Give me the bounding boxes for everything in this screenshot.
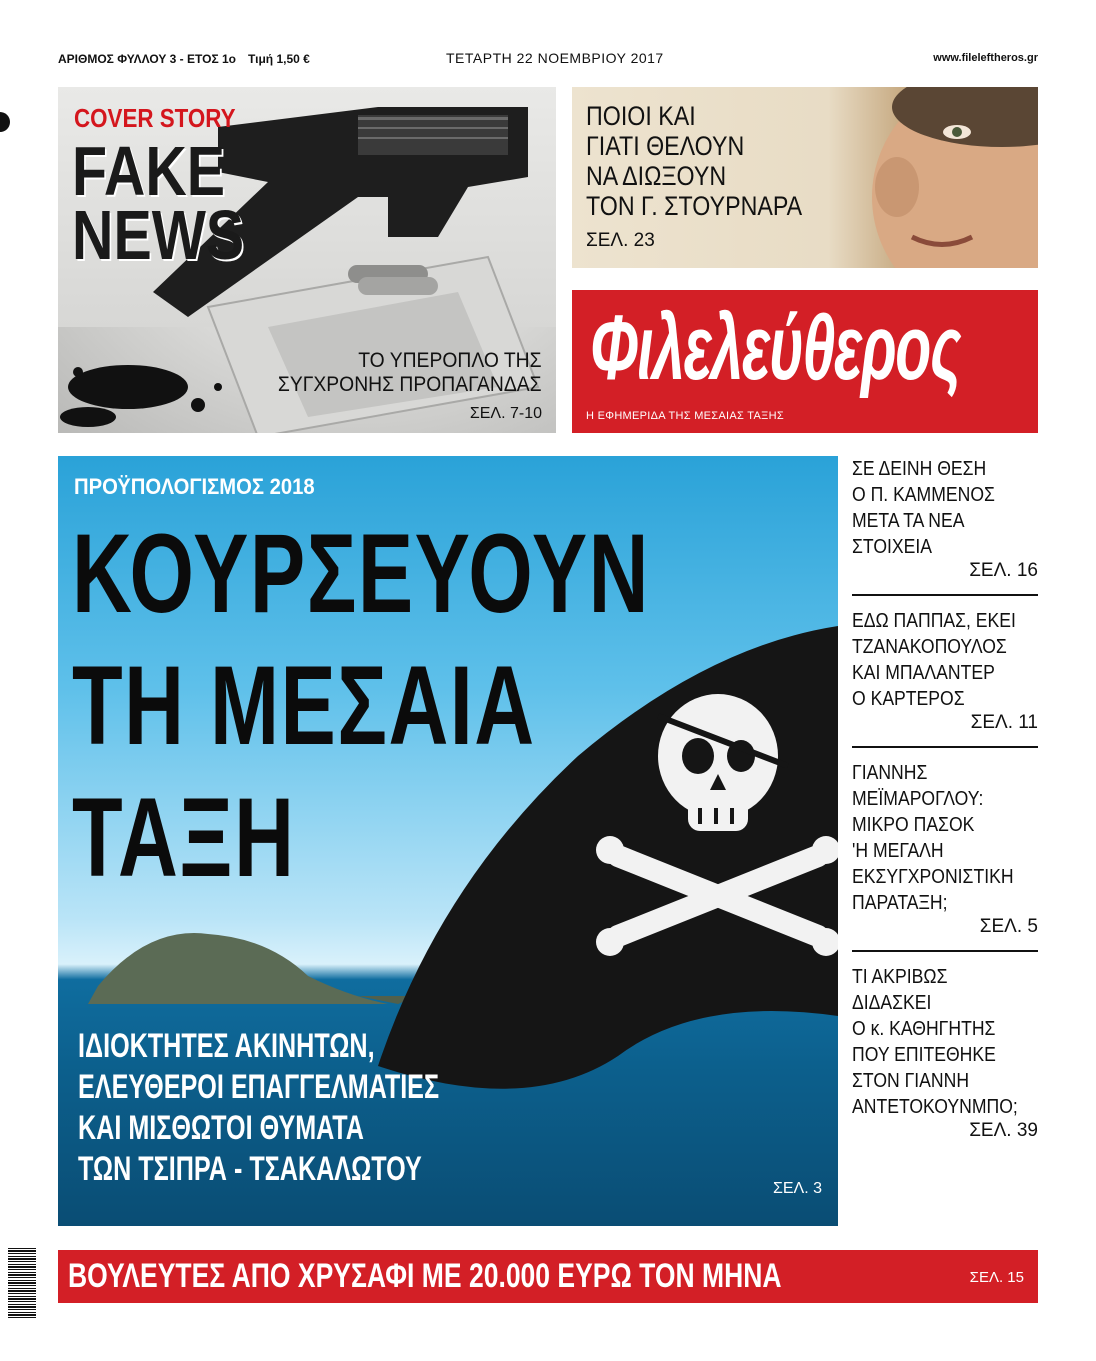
teaser-page: ΣΕΛ. 16 bbox=[969, 560, 1038, 581]
newspaper-logo: Φιλελεύθερος bbox=[590, 297, 961, 399]
main-story-page: ΣΕΛ. 3 bbox=[772, 1180, 822, 1197]
masthead-tagline: Η ΕΦΗΜΕΡΙΔΑ ΤΗΣ ΜΕΣΑΙΑΣ ΤΑΞΗΣ bbox=[586, 410, 784, 422]
sidebar-teaser[interactable] bbox=[852, 964, 1038, 1154]
sidebar-teaser[interactable] bbox=[852, 608, 1038, 748]
teaser-page: ΣΕΛ. 11 bbox=[970, 712, 1038, 733]
cover-title-line: NEWS bbox=[72, 196, 245, 274]
publication-date: ΤΕΤΑΡΤΗ 22 ΝΟΕΜΒΡΙΟΥ 2017 bbox=[446, 50, 664, 66]
cover-subtitle-line: ΤΟ ΥΠΕΡΟΠΛΟ ΤΗΣ bbox=[358, 349, 542, 372]
price: Τιμή 1,50 € bbox=[248, 52, 310, 66]
main-story-headline bbox=[72, 508, 650, 904]
teaser-text: ΣΕ ΔΕΙΝΗ ΘΕΣΗ Ο Π. ΚΑΜΜΕΝΟΣ ΜΕΤΑ ΤΑ ΝΕΑ ΣΤΟΙΧΕΙΑ bbox=[852, 458, 995, 558]
deck-line: ΚΑΙ ΜΙΣΘΩΤΟΙ ΘΥΜΑΤΑ bbox=[78, 1109, 364, 1147]
banner-page: ΣΕΛ. 15 bbox=[969, 1269, 1024, 1286]
sidebar-teaser[interactable] bbox=[852, 456, 1038, 596]
margin-dot bbox=[0, 112, 10, 132]
bottom-banner[interactable] bbox=[58, 1250, 1038, 1303]
headline-line: ΤΑΞΗ bbox=[72, 775, 296, 900]
headline-line: ΠΟΙΟΙ ΚΑΙ bbox=[586, 101, 696, 131]
teaser-page: ΣΕΛ. 5 bbox=[979, 916, 1038, 937]
cover-story-label: COVER STORY bbox=[74, 103, 236, 133]
deck-line: ΕΛΕΥΘΕΡΟΙ ΕΠΑΓΓΕΛΜΑΤΙΕΣ bbox=[78, 1068, 440, 1106]
stournaras-story-box[interactable] bbox=[572, 87, 1038, 268]
deck-line: ΙΔΙΟΚΤΗΤΕΣ ΑΚΙΝΗΤΩΝ, bbox=[78, 1027, 375, 1065]
headline-line: ΝΑ ΔΙΩΞΟΥΝ bbox=[586, 161, 727, 191]
sidebar-teasers bbox=[852, 456, 1038, 1166]
masthead bbox=[572, 290, 1038, 433]
banner-headline: ΒΟΥΛΕΥΤΕΣ ΑΠΟ ΧΡΥΣΑΦΙ ΜΕ 20.000 ΕΥΡΩ ΤΟΝ ΜΗΝΑ bbox=[68, 1257, 782, 1295]
cover-story-subtitle bbox=[278, 349, 542, 397]
cover-title-line: FAKE bbox=[72, 132, 226, 210]
cover-story-box[interactable] bbox=[58, 87, 556, 433]
teaser-page: ΣΕΛ. 39 bbox=[969, 1120, 1038, 1141]
main-story[interactable] bbox=[58, 456, 838, 1226]
cover-subtitle-line: ΣΥΓΧΡΟΝΗΣ ΠΡΟΠΑΓΑΝΔΑΣ bbox=[278, 373, 542, 396]
stournaras-headline bbox=[586, 101, 802, 221]
issue-number: ΑΡΙΘΜΟΣ ΦΥΛΛΟΥ 3 - ΕΤΟΣ 1ο bbox=[58, 52, 236, 66]
headline-line: ΓΙΑΤΙ ΘΕΛΟΥΝ bbox=[586, 131, 745, 161]
teaser-text: ΤΙ ΑΚΡΙΒΩΣ ΔΙΔΑΣΚΕΙ Ο κ. ΚΑΘΗΓΗΤΗΣ ΠΟΥ ΕΠΙΤΕΘΗΚΕ ΣΤΟΝ ΓΙΑΝΝΗ ΑΝΤΕΤΟΚΟΥΝΜΠΟ; bbox=[852, 966, 1018, 1118]
barcode bbox=[8, 1248, 36, 1318]
main-story-kicker: ΠΡΟΫΠΟΛΟΓΙΣΜΟΣ 2018 bbox=[74, 474, 315, 499]
headline-line: ΤΗ ΜΕΣΑΙΑ bbox=[72, 643, 536, 768]
teaser-text: ΓΙΑΝΝΗΣ ΜΕΪΜΑΡΟΓΛΟΥ: ΜΙΚΡΟ ΠΑΣΟΚ 'Η ΜΕΓΑΛΗ ΕΚΣΥΓΧΡΟΝΙΣΤΙΚΗ ΠΑΡΑΤΑΞΗ; bbox=[852, 762, 1014, 914]
header-bar bbox=[58, 52, 1038, 72]
cover-story-title bbox=[72, 132, 245, 274]
headline-line: ΤΟΝ Γ. ΣΤΟΥΡΝΑΡΑ bbox=[586, 191, 803, 221]
headline-line: ΚΟΥΡΣΕΥΟΥΝ bbox=[72, 511, 651, 636]
teaser-text: ΕΔΩ ΠΑΠΠΑΣ, ΕΚΕΙ ΤΖΑΝΑΚΟΠΟΥΛΟΣ ΚΑΙ ΜΠΑΛΑΝΤΕΡ Ο ΚΑΡΤΕΡΟΣ bbox=[852, 610, 1016, 710]
website-link[interactable]: www.fileleftheros.gr bbox=[933, 52, 1038, 64]
stournaras-page: ΣΕΛ. 23 bbox=[586, 230, 655, 251]
sidebar-teaser[interactable] bbox=[852, 760, 1038, 952]
main-story-deck bbox=[78, 1026, 439, 1190]
cover-story-page: ΣΕΛ. 7-10 bbox=[469, 405, 542, 422]
deck-line: ΤΩΝ ΤΣΙΠΡΑ - ΤΣΑΚΑΛΩΤΟΥ bbox=[78, 1150, 422, 1188]
